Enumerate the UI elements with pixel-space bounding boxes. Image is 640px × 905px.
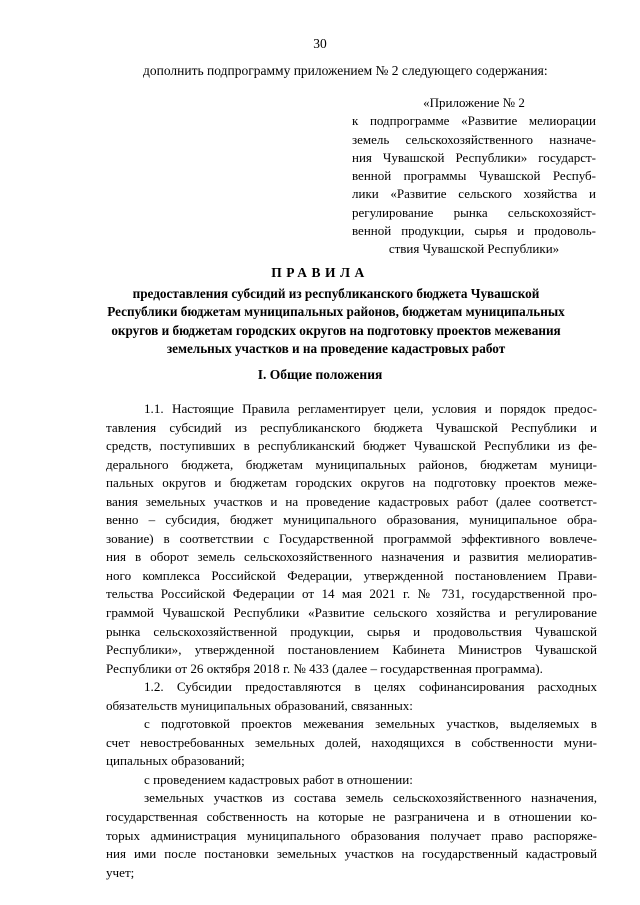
body-line: 1.1. Настоящие Правила регламентирует цели, условия и порядок предос- [144, 401, 597, 416]
appendix-line: к подпрограмме «Развитие мелиорации [352, 113, 596, 129]
body-line: дерального бюджета, бюджетам муниципальных районов, бюджетам муници- [106, 456, 597, 472]
appendix-line: «Приложение № 2 [423, 95, 525, 110]
body-line: средств, поступивших в республиканский бюджет Чувашской Республики из фе- [106, 438, 597, 454]
body-line: ного комплекса Российской Федерации, утвержденной постановлением Прави- [106, 567, 597, 583]
body-line: зование) в соответствии с Государственной программой эффективного вовлече- [106, 530, 597, 546]
appendix-line: ния Чувашской Республики» государст- [352, 149, 596, 165]
body-line: земельных участков из состава земель сельскохозяйственного назначения, [144, 790, 597, 806]
section-heading: I. Общие положения [257, 367, 383, 382]
document-title: ПРАВИЛА [271, 265, 369, 280]
body-line: Республики от 26 октября 2018 г. № 433 (далее – государственная программа). [106, 660, 543, 676]
appendix-line: земель сельскохозяйственного назначе- [352, 131, 596, 147]
appendix-line: регулирование рынка сельскохозяйст- [352, 204, 596, 220]
body-line: тавления субсидий из республиканского бюджета Чувашской Республики и [106, 419, 597, 435]
subtitle-line: Республики бюджетам муниципальных районов, бюджетам муниципальных [107, 304, 565, 320]
body-line: учет; [106, 864, 135, 880]
body-line: тельства Российской Федерации от 14 мая 2021 г. № 731, государственной про- [106, 586, 597, 602]
subtitle-line: предоставления субсидий из республиканского бюджета Чувашской [132, 286, 540, 301]
appendix-line: венной программы Чувашской Респуб- [352, 168, 596, 184]
body-line: венно – субсидия, бюджет муниципального образования, муниципальное обра- [106, 512, 597, 528]
intro-line: дополнить подпрограмму приложением № 2 следующего содержания: [143, 63, 548, 78]
body-text [106, 400, 597, 882]
appendix-line: венной продукции, сырья и продоволь- [352, 223, 596, 239]
body-line: ципальных образований; [106, 753, 245, 769]
document-subtitle [86, 285, 586, 359]
body-line: государственная собственность на которые не разграничена и в отношении ко- [106, 809, 597, 825]
body-line: пальных округов и бюджетам городских округов на подготовку проектов меже- [106, 475, 597, 491]
appendix-line: лики «Развитие сельского хозяйства и [352, 186, 596, 202]
page-number: 30 [313, 36, 327, 51]
body-line: ния в оборот земель сельскохозяйственного назначения и развития мелиоратив- [106, 549, 597, 565]
body-line: с проведением кадастровых работ в отношении: [144, 771, 413, 787]
body-line: счет невостребованных земельных долей, находящихся в собственности муни- [106, 734, 597, 750]
appendix-line: ствия Чувашской Республики» [388, 241, 560, 257]
body-line: вания земельных участков и на проведение кадастровых работ (далее соответст- [106, 493, 597, 509]
body-line: 1.2. Субсидии предоставляются в целях софинансирования расходных [144, 679, 597, 695]
subtitle-line: земельных участков и на проведение кадастровых работ [166, 341, 506, 357]
body-line: торых администрация муниципального образования получает право распоряже- [106, 827, 597, 843]
body-line: граммой Чувашской Республики «Развитие сельского хозяйства и регулирование [106, 605, 597, 621]
body-line: Республики», утвержденной постановлением Кабинета Министров Чувашской [106, 642, 597, 658]
body-line: с подготовкой проектов межевания земельных участков, выделяемых в [144, 716, 597, 732]
body-line: ния ими после постановки земельных участков на государственный кадастровый [106, 846, 597, 862]
appendix-block [352, 94, 596, 259]
body-line: рынка сельскохозяйственной продукции, сырья и продовольствия Чувашской [106, 623, 597, 639]
subtitle-line: округов и бюджетам городских округов на подготовку проектов межевания [111, 322, 561, 338]
body-line: обязательств муниципальных образований, связанных: [106, 697, 413, 713]
